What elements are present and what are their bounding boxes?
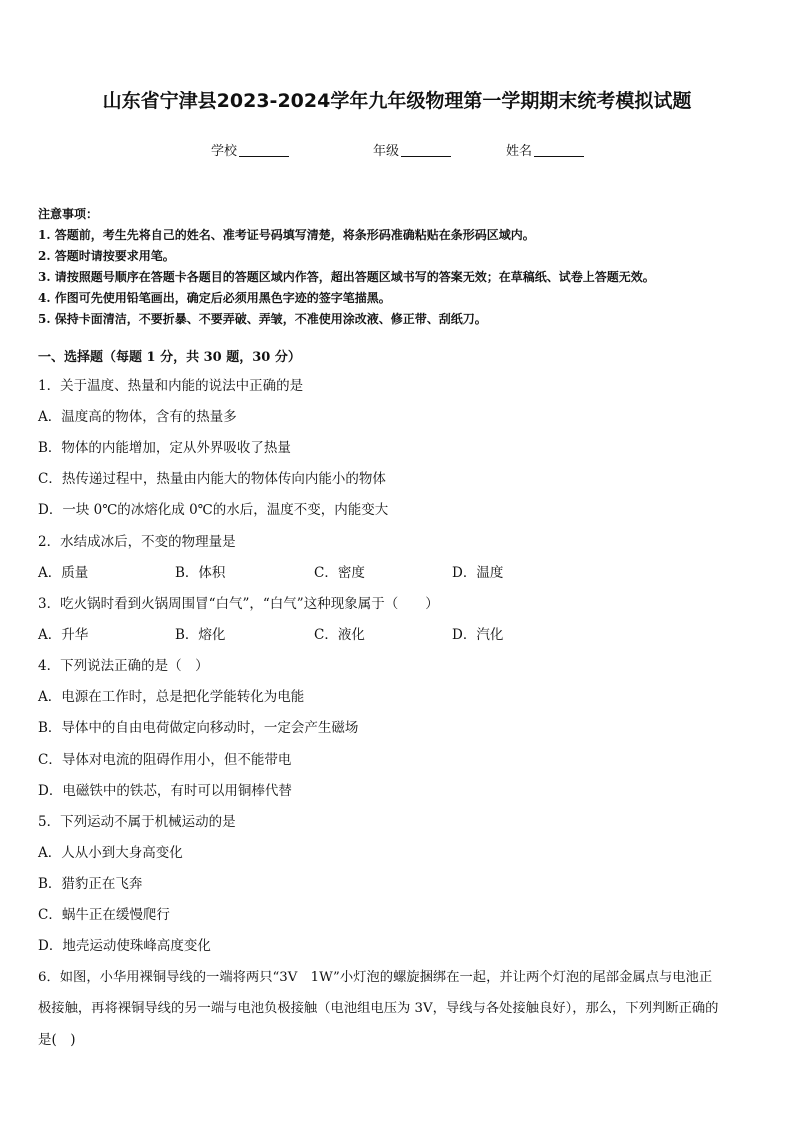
q4-option-a: A．电源在工作时，总是把化学能转化为电能 — [38, 689, 305, 705]
q2-option-a: A．质量 — [38, 565, 89, 581]
grade-blank — [401, 143, 451, 157]
q6-stem-line-2: 极接触，再将裸铜导线的另一端与电池负极接触（电池组电压为 3V，导线与各处接触良好），那么，下列判断正确的 — [38, 1001, 719, 1016]
grade-field — [373, 140, 451, 159]
q3-option-d: D．汽化 — [452, 627, 504, 643]
q2-option-c: C．密度 — [314, 565, 365, 581]
q2-option-b: B．体积 — [175, 565, 226, 581]
q1-option-a: A．温度高的物体，含有的热量多 — [38, 409, 237, 425]
q4-option-d: D．电磁铁中的铁芯，有时可以用铜棒代替 — [38, 783, 292, 799]
q3-option-c: C．液化 — [314, 627, 365, 643]
q6-stem-line-1: 6．如图，小华用裸铜导线的一端将两只“3V 1W”小灯泡的螺旋捆绑在一起，并让两个灯泡的尾部金属点与电池正 — [38, 970, 713, 985]
q5-stem: 5．下列运动不属于机械运动的是 — [38, 814, 236, 830]
q5-option-a: A．人从小到大身高变化 — [38, 845, 183, 861]
q5-option-b: B．猎豹正在飞奔 — [38, 876, 143, 892]
school-field — [211, 140, 289, 159]
q3-stem: 3．吃火锅时看到火锅周围冒“白气”，“白气”这种现象属于（ ） — [38, 596, 439, 612]
q5-option-c: C．蜗牛正在缓慢爬行 — [38, 907, 170, 923]
q1-option-b: B．物体的内能增加，定从外界吸收了热量 — [38, 440, 291, 456]
q3-option-b: B．熔化 — [175, 627, 226, 643]
notice-item-5: 5. 保持卡面清洁，不要折暴、不要弄破、弄皱，不准使用涂改液、修正带、刮纸刀。 — [38, 312, 487, 326]
notice-heading: 注意事项： — [38, 207, 99, 221]
page-title: 山东省宁津县2023-2024学年九年级物理第一学期期末统考模拟试题 — [102, 90, 692, 112]
q6-stem-line-3: 是( ) — [38, 1032, 76, 1048]
q3-option-a: A．升华 — [38, 627, 89, 643]
name-field — [506, 140, 584, 159]
q1-option-d: D．一块 0℃的冰熔化成 0℃的水后，温度不变，内能变大 — [38, 502, 389, 518]
q1-stem: 1．关于温度、热量和内能的说法中正确的是 — [38, 378, 304, 394]
q4-stem: 4．下列说法正确的是（ ） — [38, 658, 209, 674]
name-blank — [534, 143, 584, 157]
q2-option-d: D．温度 — [452, 565, 504, 581]
notice-item-4: 4. 作图可先使用铅笔画出，确定后必须用黑色字迹的签字笔描黑。 — [38, 291, 391, 305]
q4-option-c: C．导体对电流的阻碍作用小，但不能带电 — [38, 752, 292, 768]
school-blank — [239, 143, 289, 157]
name-label: 姓名 — [506, 144, 533, 159]
q5-option-d: D．地壳运动使珠峰高度变化 — [38, 938, 211, 954]
notice-item-3: 3. 请按照题号顺序在答题卡各题目的答题区域内作答，超出答题区域书写的答案无效；在草稿纸、试卷上答题无效。 — [38, 270, 655, 284]
q2-stem: 2．水结成冰后，不变的物理量是 — [38, 534, 236, 550]
school-label: 学校 — [211, 144, 238, 159]
notice-item-1: 1. 答题前，考生先将自己的姓名、准考证号码填写清楚，将条形码准确粘贴在条形码区域内。 — [38, 228, 535, 242]
notice-item-2: 2. 答题时请按要求用笔。 — [38, 249, 175, 263]
section-heading: 一、选择题（每题 1 分，共 30 题，30 分） — [38, 350, 301, 365]
q1-option-c: C．热传递过程中，热量由内能大的物体传向内能小的物体 — [38, 471, 386, 487]
notice-block — [38, 204, 768, 330]
grade-label: 年级 — [373, 144, 400, 159]
q4-option-b: B．导体中的自由电荷做定向移动时，一定会产生磁场 — [38, 720, 359, 736]
